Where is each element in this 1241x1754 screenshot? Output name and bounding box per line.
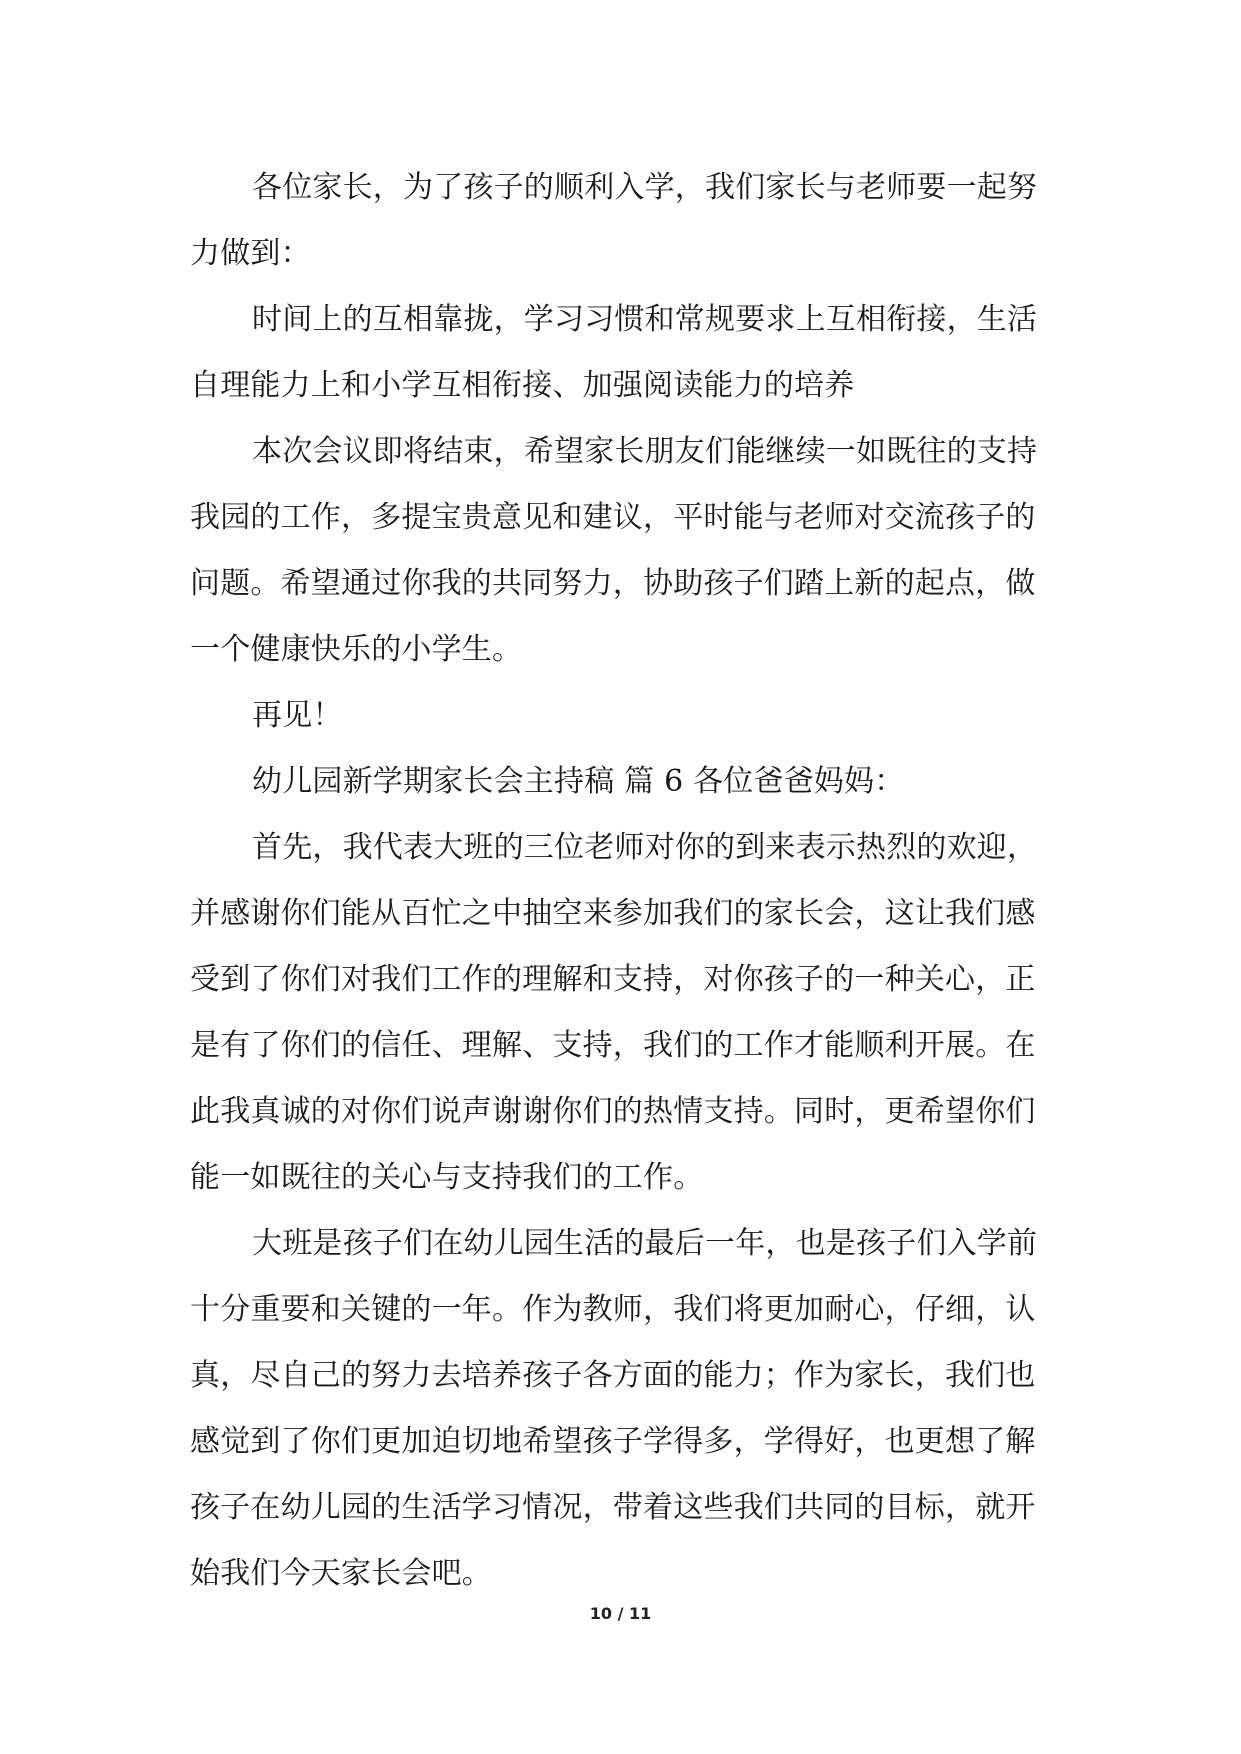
text-line: 力做到： — [190, 236, 311, 271]
text-line: 并感谢你们能从百忙之中抽空来参加我们的家长会，这让我们感 — [190, 896, 1036, 931]
text-line: 孩子在幼儿园的生活学习情况，带着这些我们共同的目标，就开 — [190, 1490, 1036, 1525]
text-line: 大班是孩子们在幼儿园生活的最后一年，也是孩子们入学前 — [252, 1226, 1038, 1261]
section-heading: 幼儿园新学期家长会主持稿 篇 6 各位爸爸妈妈： — [252, 764, 905, 799]
page-number: 10 / 11 — [589, 1604, 652, 1623]
text-line: 时间上的互相靠拢，学习习惯和常规要求上互相衔接，生活 — [252, 302, 1038, 337]
text-line: 受到了你们对我们工作的理解和支持，对你孩子的一种关心，正 — [190, 962, 1036, 997]
text-line: 是有了你们的信任、理解、支持，我们的工作才能顺利开展。在 — [190, 1028, 1036, 1063]
text-line: 始我们今天家长会吧。 — [190, 1556, 492, 1591]
text-line: 我园的工作，多提宝贵意见和建议，平时能与老师对交流孩子的 — [190, 500, 1036, 535]
text-line: 此我真诚的对你们说声谢谢你们的热情支持。同时，更希望你们 — [190, 1094, 1036, 1129]
text-line: 能一如既往的关心与支持我们的工作。 — [190, 1160, 704, 1195]
text-line: 各位家长，为了孩子的顺利入学，我们家长与老师要一起努 — [252, 170, 1038, 205]
text-line: 首先，我代表大班的三位老师对你的到来表示热烈的欢迎， — [252, 830, 1038, 865]
text-line: 再见！ — [252, 698, 343, 733]
text-line: 本次会议即将结束，希望家长朋友们能继续一如既往的支持 — [252, 434, 1038, 469]
text-line: 感觉到了你们更加迫切地希望孩子学得多，学得好，也更想了解 — [190, 1424, 1036, 1459]
text-line: 问题。希望通过你我的共同努力，协助孩子们踏上新的起点，做 — [190, 566, 1036, 601]
text-line: 十分重要和关键的一年。作为教师，我们将更加耐心，仔细，认 — [190, 1292, 1036, 1327]
text-line: 自理能力上和小学互相衔接、加强阅读能力的培养 — [190, 368, 855, 403]
document-body — [190, 155, 1062, 1607]
text-line: 一个健康快乐的小学生。 — [190, 632, 523, 667]
text-line: 真，尽自己的努力去培养孩子各方面的能力；作为家长，我们也 — [190, 1358, 1036, 1393]
